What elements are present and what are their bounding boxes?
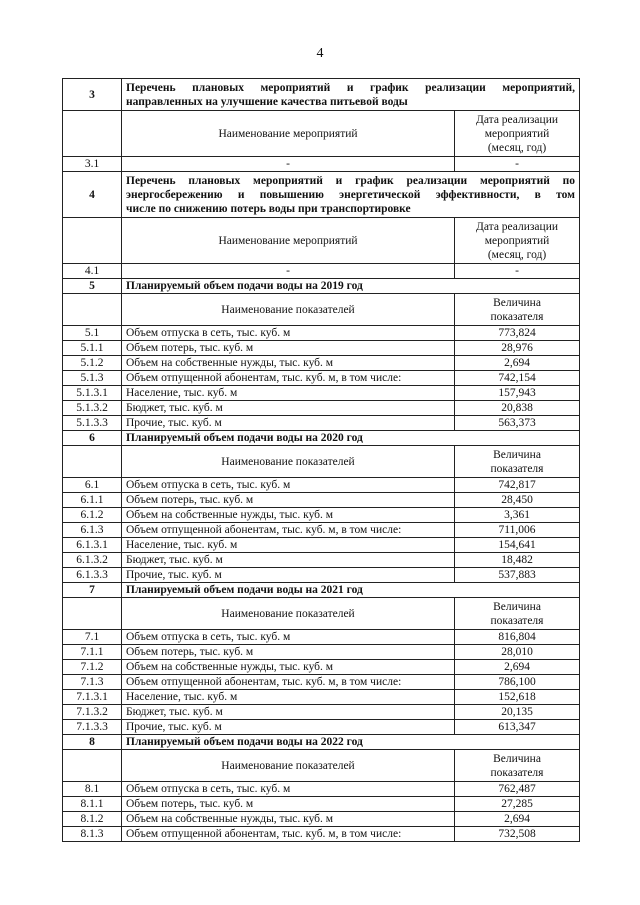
row-name: Объем отпущенной абонентам, тыс. куб. м, в том числе: [122,523,455,538]
table-row [63,690,580,705]
row-number: 3.1 [63,157,122,172]
table-row [63,705,580,720]
column-header-value [455,598,580,630]
column-header-row [63,446,580,478]
row-number: 6.1.3 [63,523,122,538]
row-name: Объем на собственные нужды, тыс. куб. м [122,660,455,675]
row-number: 5.1 [63,326,122,341]
row-name: Прочие, тыс. куб. м [122,568,455,583]
row-number: 7.1.3.1 [63,690,122,705]
row-value: 732,508 [455,827,580,842]
section-title-line: Перечень плановых мероприятий и график реализации мероприятий по [126,174,576,187]
section-title [122,79,580,111]
empty-cell [63,598,122,630]
row-name: Объем отпущенной абонентам, тыс. куб. м, в том числе: [122,675,455,690]
section-header-row [63,735,580,750]
row-value: 537,883 [455,568,580,583]
section-header-row [63,431,580,446]
row-value: 28,450 [455,493,580,508]
table-row [63,553,580,568]
section-title-line: энергосбережению и повышению энергетической эффективности, в том [126,188,576,201]
table-row [63,264,580,279]
column-header-line: показателя [490,310,544,323]
column-header-row [63,598,580,630]
row-name: Объем потерь, тыс. куб. м [122,645,455,660]
row-number: 7.1.3.2 [63,705,122,720]
row-value: 786,100 [455,675,580,690]
column-header-name: Наименование показателей [122,446,455,478]
table-row [63,416,580,431]
table-row [63,675,580,690]
row-number: 5.1.3.1 [63,386,122,401]
row-name: Объем потерь, тыс. куб. м [122,493,455,508]
section-number: 7 [63,583,122,598]
row-value: 2,694 [455,660,580,675]
column-header-name: Наименование мероприятий [122,218,455,264]
table-row [63,782,580,797]
row-value: 2,694 [455,356,580,371]
row-name: Объем отпуска в сеть, тыс. куб. м [122,782,455,797]
row-number: 7.1.3.3 [63,720,122,735]
table-row [63,812,580,827]
row-number: 6.1.1 [63,493,122,508]
section-title [122,172,580,218]
table-row [63,508,580,523]
empty-cell [63,750,122,782]
row-value: 28,976 [455,341,580,356]
column-header-line: Величина [493,600,541,613]
table-row [63,478,580,493]
empty-cell [63,446,122,478]
row-number: 6.1.2 [63,508,122,523]
row-value: 742,817 [455,478,580,493]
column-header-line: (месяц, год) [487,141,547,154]
row-value: 20,838 [455,401,580,416]
row-name: Население, тыс. куб. м [122,386,455,401]
row-name: Население, тыс. куб. м [122,538,455,553]
row-value: 20,135 [455,705,580,720]
row-name: Объем на собственные нужды, тыс. куб. м [122,508,455,523]
table-row [63,371,580,386]
row-number: 7.1.1 [63,645,122,660]
table-row [63,568,580,583]
table-row [63,326,580,341]
column-header-line: мероприятий [484,234,550,247]
row-value: 613,347 [455,720,580,735]
section-header-row [63,279,580,294]
plan-table [62,78,580,842]
empty-cell [63,294,122,326]
section-title-line: Перечень плановых мероприятий и график реализации мероприятий, [126,81,576,94]
table-row [63,386,580,401]
row-number: 5.1.3 [63,371,122,386]
column-header-value [455,446,580,478]
row-name: Бюджет, тыс. куб. м [122,553,455,568]
row-number: 4.1 [63,264,122,279]
row-number: 7.1.3 [63,675,122,690]
section-number: 8 [63,735,122,750]
row-number: 7.1.2 [63,660,122,675]
row-value: 28,010 [455,645,580,660]
section-number: 4 [63,172,122,218]
table-row [63,797,580,812]
column-header-line: Величина [493,752,541,765]
row-name: Объем на собственные нужды, тыс. куб. м [122,356,455,371]
section-number: 5 [63,279,122,294]
table-row [63,630,580,645]
empty-cell [63,218,122,264]
column-header-name: Наименование показателей [122,294,455,326]
row-name: Объем отпущенной абонентам, тыс. куб. м, в том числе: [122,827,455,842]
column-header-line: Дата реализации [476,220,558,233]
row-value: 157,943 [455,386,580,401]
table-row [63,720,580,735]
table-row [63,341,580,356]
column-header-date [455,111,580,157]
row-value: 3,361 [455,508,580,523]
page-number: 4 [316,46,324,61]
table-row [63,356,580,371]
row-name: Бюджет, тыс. куб. м [122,401,455,416]
section-title: Планируемый объем подачи воды на 2019 год [122,279,580,294]
column-header-name: Наименование мероприятий [122,111,455,157]
column-header-row [63,218,580,264]
row-name: - [122,157,455,172]
row-number: 6.1.3.2 [63,553,122,568]
column-header-row [63,750,580,782]
column-header-line: (месяц, год) [487,248,547,261]
section-header-row [63,79,580,111]
row-name: Объем на собственные нужды, тыс. куб. м [122,812,455,827]
column-header-line: Величина [493,296,541,309]
row-number: 6.1.3.3 [63,568,122,583]
empty-cell [63,111,122,157]
section-header-row [63,172,580,218]
column-header-name: Наименование показателей [122,750,455,782]
table-row [63,523,580,538]
column-header-line: показателя [490,614,544,627]
row-number: 8.1.1 [63,797,122,812]
row-value: 563,373 [455,416,580,431]
row-value: 816,804 [455,630,580,645]
column-header-line: показателя [490,462,544,475]
row-name: Население, тыс. куб. м [122,690,455,705]
column-header-row [63,294,580,326]
row-name: Объем отпуска в сеть, тыс. куб. м [122,326,455,341]
table-row [63,493,580,508]
row-value: 154,641 [455,538,580,553]
table-row [63,538,580,553]
row-value: 18,482 [455,553,580,568]
section-title: Планируемый объем подачи воды на 2020 год [122,431,580,446]
row-number: 5.1.3.3 [63,416,122,431]
row-value: 27,285 [455,797,580,812]
row-value: 762,487 [455,782,580,797]
row-number: 5.1.3.2 [63,401,122,416]
row-value: 2,694 [455,812,580,827]
column-header-line: показателя [490,766,544,779]
row-number: 8.1 [63,782,122,797]
table-row [63,401,580,416]
row-value: 742,154 [455,371,580,386]
row-name: Объем потерь, тыс. куб. м [122,797,455,812]
section-title: Планируемый объем подачи воды на 2022 год [122,735,580,750]
table-row [63,827,580,842]
row-number: 8.1.2 [63,812,122,827]
row-name: Бюджет, тыс. куб. м [122,705,455,720]
section-number: 6 [63,431,122,446]
row-name: Прочие, тыс. куб. м [122,720,455,735]
row-number: 5.1.2 [63,356,122,371]
row-name: Объем потерь, тыс. куб. м [122,341,455,356]
row-date: - [455,264,580,279]
column-header-line: Величина [493,448,541,461]
row-name: Объем отпуска в сеть, тыс. куб. м [122,478,455,493]
row-name: - [122,264,455,279]
row-value: 711,006 [455,523,580,538]
row-number: 6.1 [63,478,122,493]
section-title: Планируемый объем подачи воды на 2021 год [122,583,580,598]
column-header-line: мероприятий [484,127,550,140]
column-header-value [455,294,580,326]
row-number: 5.1.1 [63,341,122,356]
row-value: 773,824 [455,326,580,341]
section-number: 3 [63,79,122,111]
row-number: 6.1.3.1 [63,538,122,553]
row-value: 152,618 [455,690,580,705]
column-header-value [455,750,580,782]
row-name: Прочие, тыс. куб. м [122,416,455,431]
column-header-date [455,218,580,264]
row-date: - [455,157,580,172]
column-header-row [63,111,580,157]
column-header-line: Дата реализации [476,113,558,126]
section-title-line: числе по снижению потерь воды при транспортировке [126,202,411,215]
row-number: 7.1 [63,630,122,645]
section-header-row [63,583,580,598]
table-row [63,645,580,660]
table-row [63,157,580,172]
row-number: 8.1.3 [63,827,122,842]
table-row [63,660,580,675]
column-header-name: Наименование показателей [122,598,455,630]
row-name: Объем отпуска в сеть, тыс. куб. м [122,630,455,645]
row-name: Объем отпущенной абонентам, тыс. куб. м, в том числе: [122,371,455,386]
section-title-line: направленных на улучшение качества питьевой воды [126,95,408,108]
